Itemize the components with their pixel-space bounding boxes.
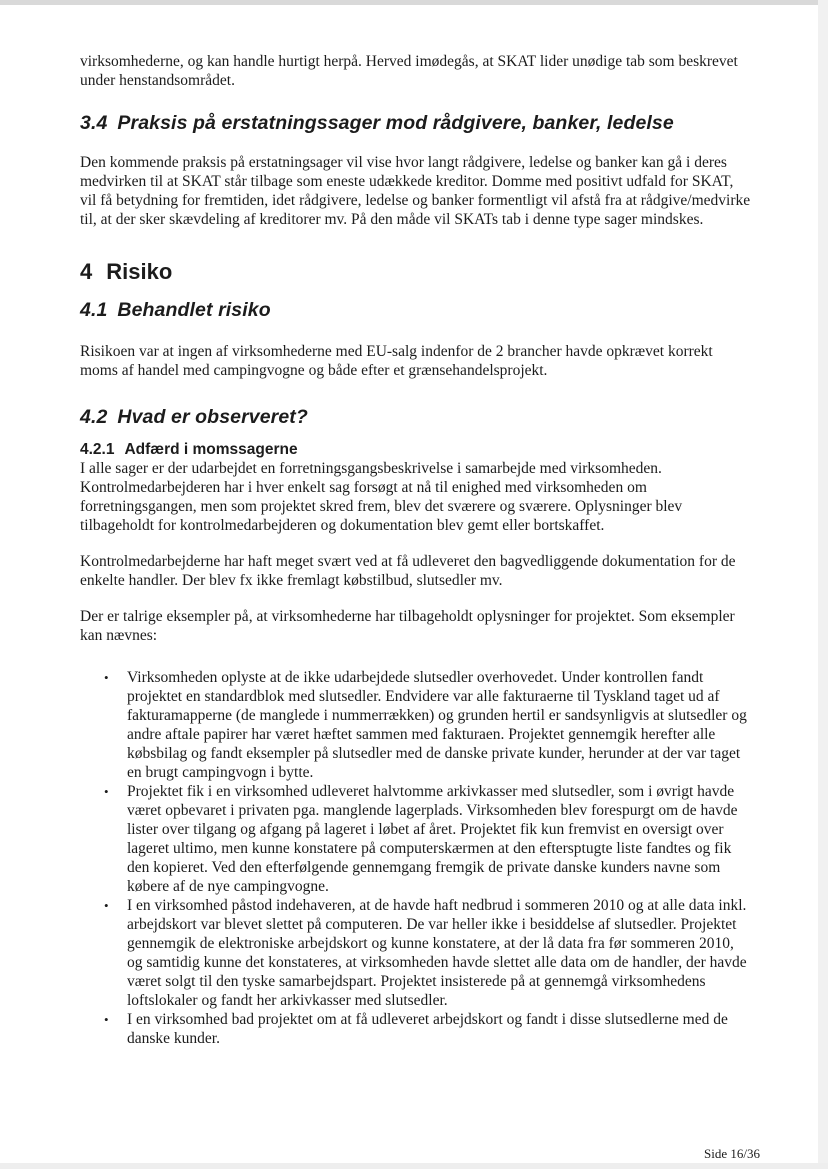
page-content <box>80 52 752 1048</box>
heading-text: Risiko <box>106 259 173 284</box>
scan-top-border <box>0 0 828 5</box>
heading-number: 3.4 <box>80 112 108 134</box>
heading-text: Adfærd i momssagerne <box>124 441 298 458</box>
bullet-icon: • <box>104 784 109 799</box>
page-number: Side 16/36 <box>704 1146 760 1161</box>
heading-text: Hvad er observeret? <box>117 406 308 428</box>
section-4-2-1-body-1: I alle sager er der udarbejdet en forretningsgangsbeskrivelse i samarbejde med virksomheden. Kontrolmedarbejderen har i hver enkelt sag forsøgt at nå til enighed med virksomheden om forretningsgangen, men som projektet skred frem, blev det sværere og sværere. Oplysninger blev tilbageholdt for kontrolmedarbejderen og dokumentation blev gemt eller bortskaffet. <box>80 460 683 534</box>
scan-right-border <box>818 0 828 1169</box>
heading-4 <box>80 259 752 285</box>
section-3-4-body: Den kommende praksis på erstatningsager vil vise hvor langt rådgivere, ledelse og banker kan gå i deres medvirken til at SKAT står tilbage som eneste udækkede kreditor. Domme med positivt udfald for SKAT, vil få betydning for fremtiden, idet rådgivere, ledelse og banker formentligt vil afstå fra at rådgive/medvirke til, at der sker skævdeling af kreditorer mv. På den måde vil SKATs tab i denne type sager mindskes. <box>80 154 751 228</box>
heading-text: Praksis på erstatningssager mod rådgivere, banker, ledelse <box>117 112 674 134</box>
list-item-text: Projektet fik i en virksomhed udleveret halvtomme arkivkasser med slutsedler, som i øvrigt havde været opbevaret i privaten pga. manglende lagerplads. Virksomheden blev forespurgt om de havde lister over tilgang og afgang på lageret i løbet af året. Projektet fik kun fremvist en oversigt over lageret ultimo, men kunne konstatere på computerskærmen at den eftersptugte liste fandtes og fik den kopieret. Ved den efterfølgende gennemgang fremgik de private danske kunders navne som købere af de nye campingvogne. <box>127 783 738 895</box>
list-item-text: I en virksomhed bad projektet om at få udleveret arbejdskort og fandt i disse slutsedlerne med de danske kunder. <box>127 1011 728 1047</box>
heading-3-4 <box>80 112 752 135</box>
heading-4-2-1 <box>80 441 752 459</box>
list-item <box>80 896 752 1010</box>
heading-4-1 <box>80 299 752 322</box>
heading-number: 4.2.1 <box>80 441 115 458</box>
list-item-text: I en virksomhed påstod indehaveren, at de havde haft nedbrud i sommeren 2010 og at alle data inkl. arbejdskort var blevet slettet på computeren. De var heller ikke i besiddelse af slutsedler. Projektet gennemgik de elektroniske arbejdskort og kunne konstatere, at der lå data fra før sommeren 2010, og samtidig kunne det konstateres, at virksomheden havde slettet alle data om de handler, der havde været solgt til den tyske samarbejdspart. Projektet insisterede på at gennemgå virksomhedens loftslokaler og fandt her arkivkasser med slutsedler. <box>127 897 747 1009</box>
heading-number: 4.2 <box>80 406 108 428</box>
bullet-icon: • <box>104 670 109 685</box>
heading-number: 4 <box>80 259 93 284</box>
section-4-2-1-body-3: Der er talrige eksempler på, at virksomhederne har tilbageholdt oplysninger for projektet. Som eksempler kan nævnes: <box>80 608 735 644</box>
list-item <box>80 782 752 896</box>
continuation-paragraph: virksomhederne, og kan handle hurtigt herpå. Herved imødegås, at SKAT lider unødige tab som beskrevet under henstandsområdet. <box>80 53 738 89</box>
section-4-2-1-body-2: Kontrolmedarbejderne har haft meget svært ved at få udleveret den bagvedliggende dokumentation for de enkelte handler. Der blev fx ikke fremlagt købstilbud, slutsedler mv. <box>80 553 736 589</box>
heading-number: 4.1 <box>80 299 108 321</box>
examples-list <box>80 668 752 1048</box>
list-item-text: Virksomheden oplyste at de ikke udarbejdede slutsedler overhovedet. Under kontrollen fandt projektet en standardblok med slutsedler. Endvidere var alle fakturaerne til Tyskland taget ud af fakturamapperne (de manglede i nummerrækken) og grunden hertil er sandsynligvis at slutsedler og andre aftale papirer har været hæftet sammen med fakturaen. Projektet gennemgik herefter alle købsbilag og fandt eksempler på slutsedler med de danske private kunder, herunder at der var taget en brugt campingvogn i bytte. <box>127 669 747 781</box>
bullet-icon: • <box>104 898 109 913</box>
section-4-1-body: Risikoen var at ingen af virksomhederne med EU-salg indenfor de 2 brancher havde opkrævet korrekt moms af handel med campingvogne og både efter et grænsehandelsprojekt. <box>80 343 713 379</box>
heading-text: Behandlet risiko <box>117 299 271 321</box>
list-item <box>80 668 752 782</box>
bullet-icon: • <box>104 1012 109 1027</box>
heading-4-2 <box>80 406 752 429</box>
list-item <box>80 1010 752 1048</box>
scan-bottom-border <box>0 1163 828 1169</box>
